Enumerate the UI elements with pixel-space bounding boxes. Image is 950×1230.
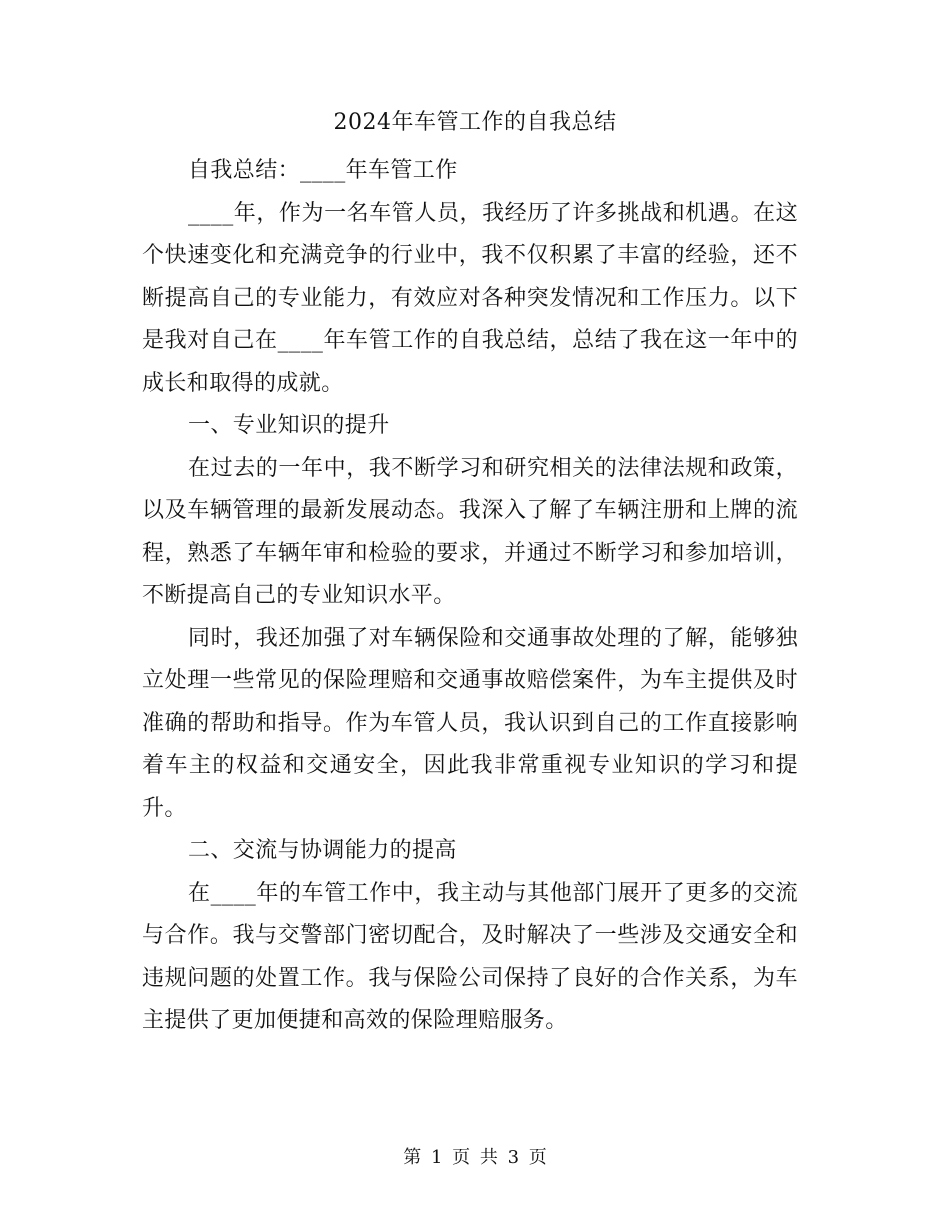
section-heading-1: 一、专业知识的提升 — [188, 413, 390, 438]
paragraph-subtitle: 自我总结：____年车管工作 — [188, 158, 458, 183]
document-title: 2024年车管工作的自我总结 — [333, 110, 617, 135]
paragraph-intro: ____年，作为一名车管人员，我经历了许多挑战和机遇。在这个快速变化和充满竞争的行业中，我不仅积累了丰富的经验，还不断提高自己的专业能力，有效应对各种突发情况和工作压力。以下是我对自己在____年车管工作的自我总结，总结了我在这一年中的成长和取得的成就。 — [142, 200, 798, 396]
paragraph-section1-b: 同时，我还加强了对车辆保险和交通事故处理的了解，能够独立处理一些常见的保险理赔和交通事故赔偿案件，为车主提供及时准确的帮助和指导。作为车管人员，我认识到自己的工作直接影响着车主的权益和交通安全，因此我非常重视专业知识的学习和提升。 — [142, 625, 798, 821]
document-body — [142, 150, 798, 1043]
paragraph-section2-a: 在____年的车管工作中，我主动与其他部门展开了更多的交流与合作。我与交警部门密切配合，及时解决了一些涉及交通安全和违规问题的处置工作。我与保险公司保持了良好的合作关系，为车主提供了更加便捷和高效的保险理赔服务。 — [142, 880, 798, 1033]
paragraph-section1-a: 在过去的一年中，我不断学习和研究相关的法律法规和政策，以及车辆管理的最新发展动态。我深入了解了车辆注册和上牌的流程，熟悉了车辆年审和检验的要求，并通过不断学习和参加培训，不断提高自己的专业知识水平。 — [142, 455, 798, 608]
section-heading-2: 二、交流与协调能力的提高 — [188, 838, 457, 863]
page-number-footer: 第 1 页 共 3 页 — [403, 1147, 547, 1168]
